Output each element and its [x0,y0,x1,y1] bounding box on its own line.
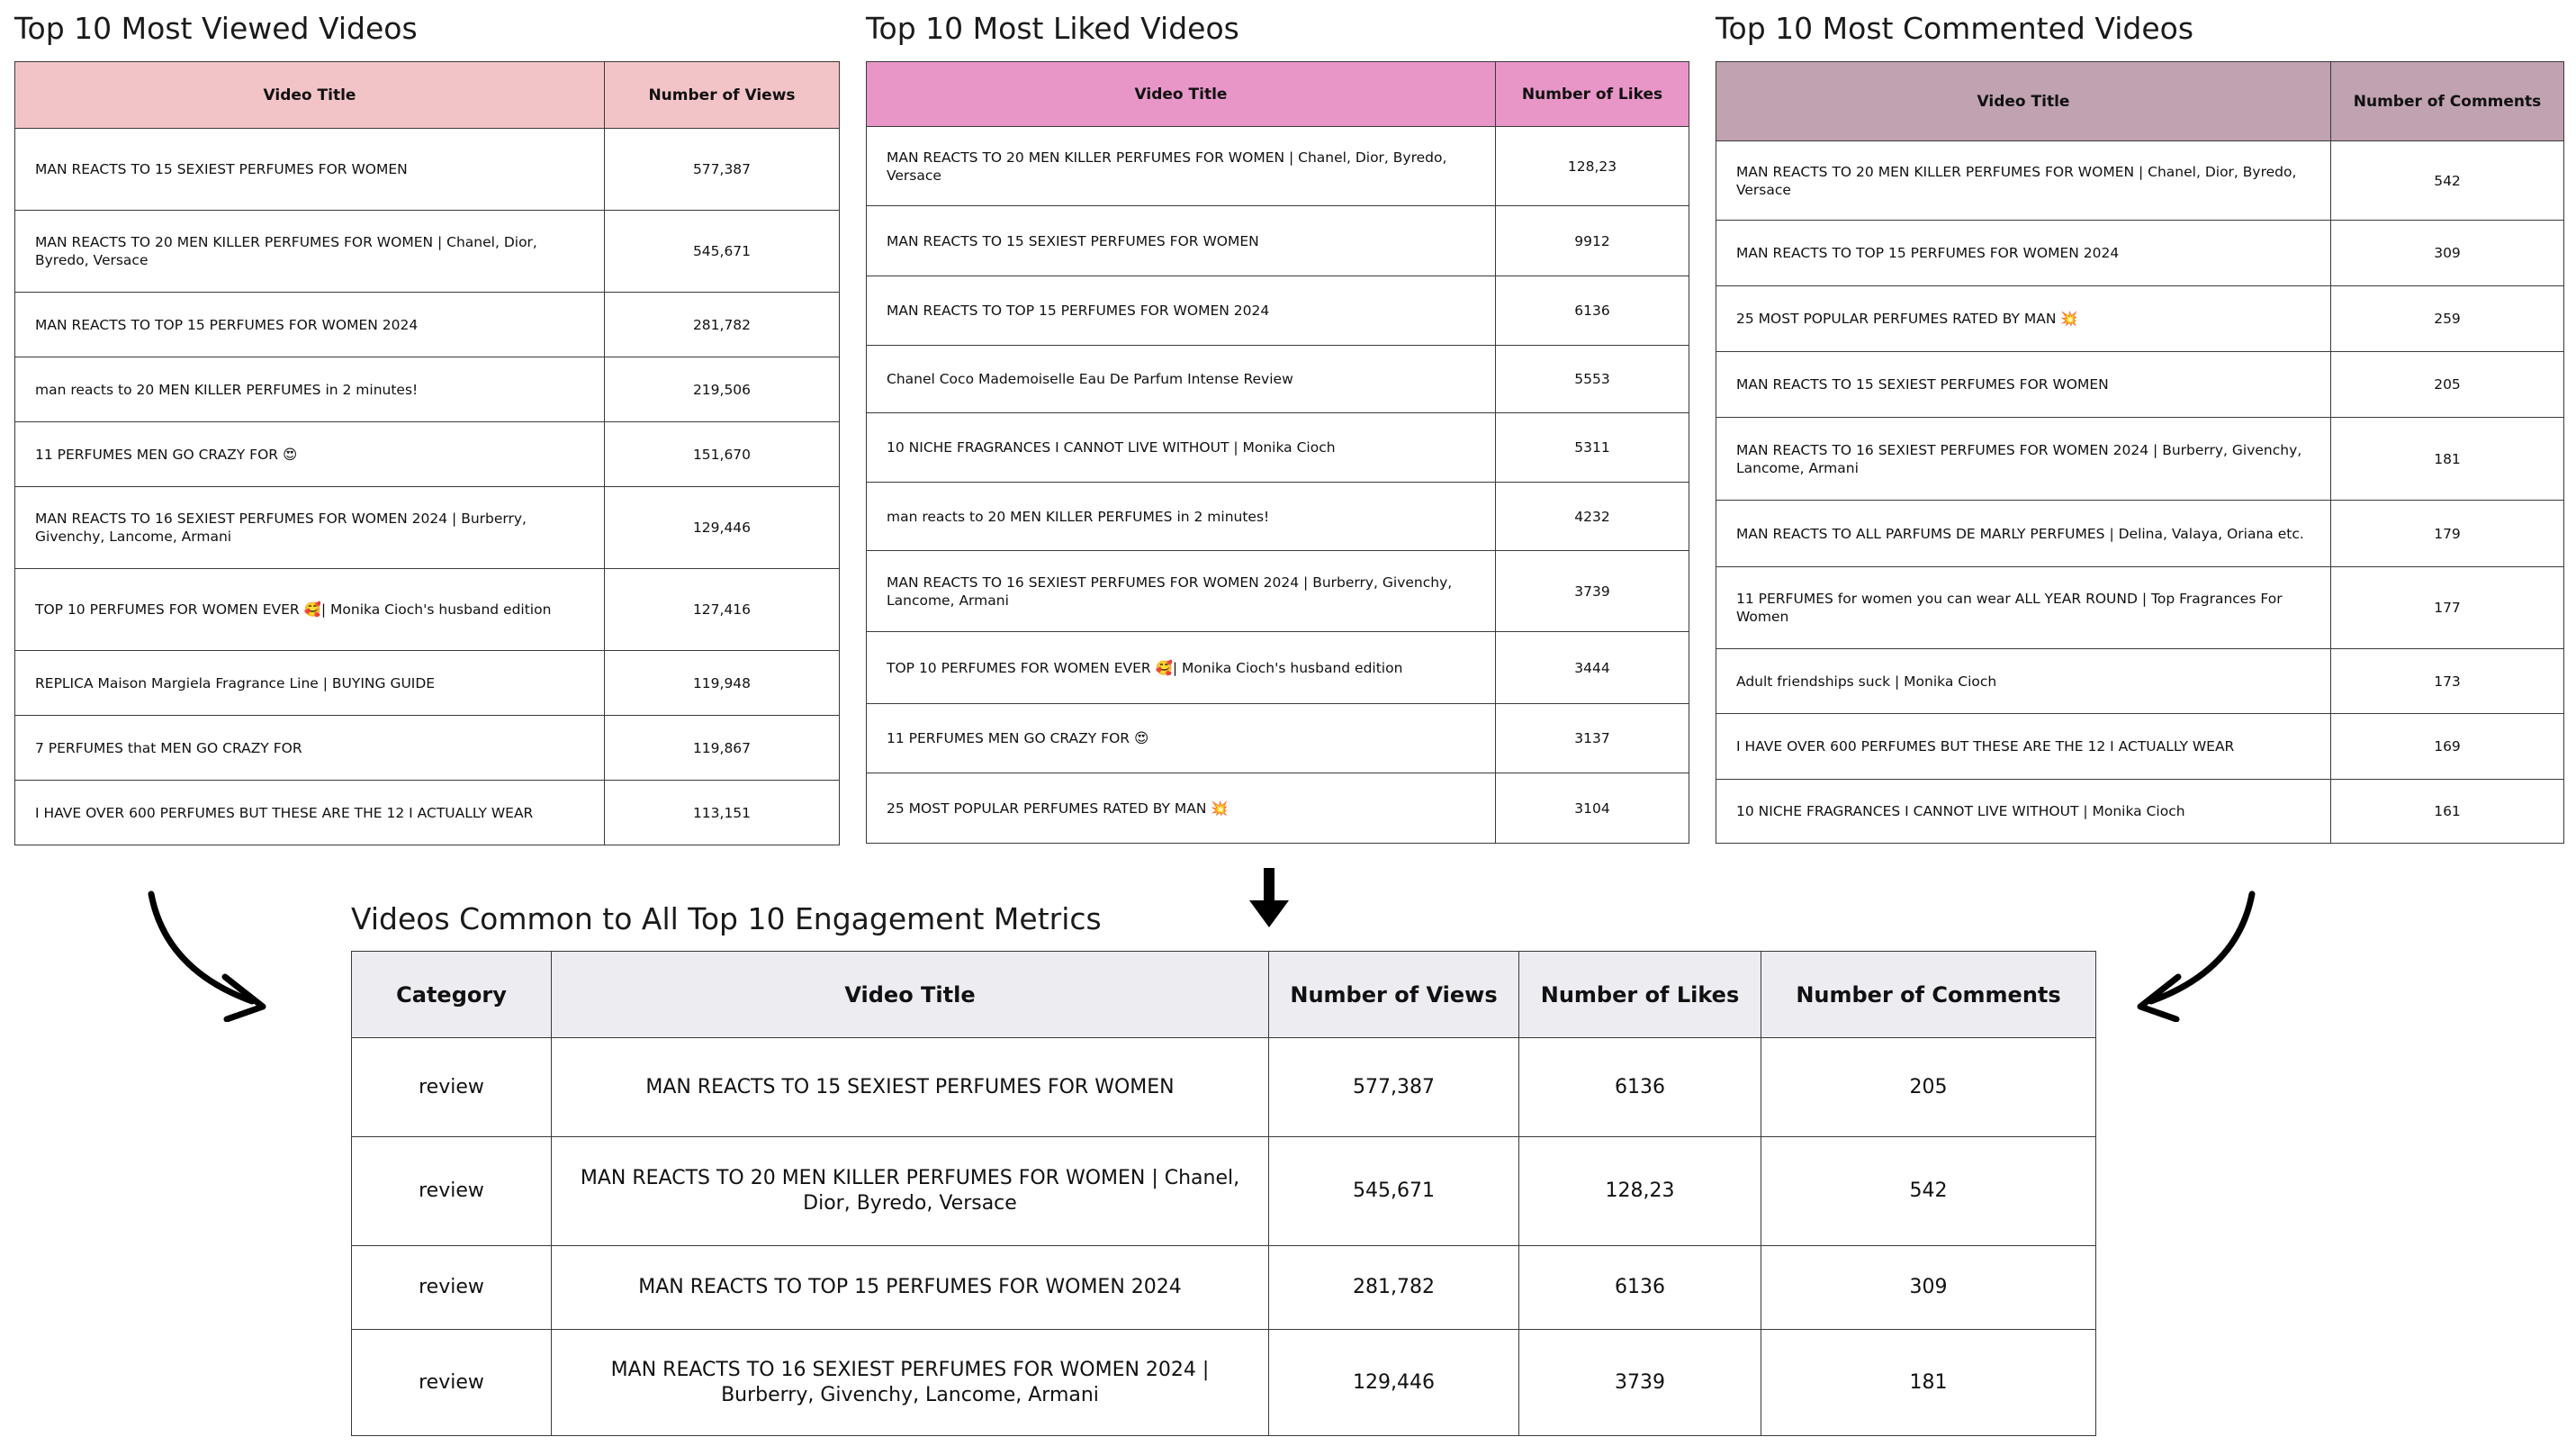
video-title-cell: man reacts to 20 MEN KILLER PERFUMES in 2 minutes! [15,357,605,422]
column-header-category: Category [352,952,552,1038]
comments-count-cell: 542 [2331,141,2564,221]
category-cell: review [352,1137,552,1246]
table-row [867,704,1689,773]
likes-count-cell: 9912 [1496,206,1689,276]
likes-table [866,61,1689,844]
video-title-cell: I HAVE OVER 600 PERFUMES BUT THESE ARE THE 12 I ACTUALLY WEAR [1716,714,2331,780]
comments-count-cell: 205 [1761,1038,2096,1137]
table-row [1716,649,2564,714]
comments-count-cell: 179 [2331,501,2564,567]
video-title-cell: 25 MOST POPULAR PERFUMES RATED BY MAN 💥 [1716,286,2331,352]
comments-count-cell: 259 [2331,286,2564,352]
video-title-cell: I HAVE OVER 600 PERFUMES BUT THESE ARE THE 12 I ACTUALLY WEAR [15,781,605,845]
video-title-cell: 11 PERFUMES for women you can wear ALL YEAR ROUND | Top Fragrances For Women [1716,567,2331,649]
category-cell: review [352,1246,552,1330]
views-count-cell: 129,446 [605,487,840,569]
views-count-cell: 281,782 [1269,1246,1519,1330]
comments-count-cell: 181 [2331,418,2564,501]
views-count-cell: 113,151 [605,781,840,845]
views-count-cell: 151,670 [605,422,840,487]
comments-count-cell: 177 [2331,567,2564,649]
video-title-cell: MAN REACTS TO 15 SEXIEST PERFUMES FOR WOMEN [552,1038,1269,1137]
table-row [15,422,840,487]
table-row [15,211,840,293]
views-count-cell: 577,387 [605,129,840,211]
table-row [15,716,840,781]
views-count-cell: 127,416 [605,569,840,651]
likes-count-cell: 128,23 [1496,127,1689,206]
video-title-cell: REPLICA Maison Margiela Fragrance Line | BUYING GUIDE [15,651,605,716]
table-row [1716,141,2564,221]
table-row [1716,286,2564,352]
likes-count-cell: 6136 [1519,1246,1761,1330]
table-row [1716,780,2564,844]
likes-count-cell: 6136 [1496,276,1689,346]
views-count-cell: 545,671 [605,211,840,293]
table-header-row [15,62,840,129]
comments-count-cell: 205 [2331,352,2564,418]
column-header-number-of-likes: Number of Likes [1496,62,1689,127]
video-title-cell: 11 PERFUMES MEN GO CRAZY FOR 😍 [15,422,605,487]
column-header-video-title: Video Title [1716,62,2331,141]
column-header-number-of-comments: Number of Comments [2331,62,2564,141]
table-row [867,773,1689,844]
video-title-cell: MAN REACTS TO 16 SEXIEST PERFUMES FOR WOMEN 2024 | Burberry, Givenchy, Lancome, Armani [867,551,1496,632]
table-row [867,632,1689,704]
curved-arrow-left-down-icon [2124,887,2268,1022]
column-header-video-title: Video Title [867,62,1496,127]
likes-count-cell: 128,23 [1519,1137,1761,1246]
common-section-title: Videos Common to All Top 10 Engagement Metrics [351,901,1102,936]
video-title-cell: MAN REACTS TO 20 MEN KILLER PERFUMES FOR WOMEN | Chanel, Dior, Byredo, Versace [15,211,605,293]
comments-count-cell: 542 [1761,1137,2096,1246]
video-title-cell: MAN REACTS TO 16 SEXIEST PERFUMES FOR WOMEN 2024 | Burberry, Givenchy, Lancome, Armani [1716,418,2331,501]
likes-count-cell: 4232 [1496,483,1689,551]
video-title-cell: 25 MOST POPULAR PERFUMES RATED BY MAN 💥 [867,773,1496,844]
video-title-cell: MAN REACTS TO 16 SEXIEST PERFUMES FOR WOMEN 2024 | Burberry, Givenchy, Lancome, Armani [15,487,605,569]
down-arrow-icon [1247,864,1292,936]
column-header-number-of-comments: Number of Comments [1761,952,2096,1038]
table-row [15,569,840,651]
table-row [1716,221,2564,286]
views-count-cell: 545,671 [1269,1137,1519,1246]
views-count-cell: 577,387 [1269,1038,1519,1137]
likes-count-cell: 3739 [1496,551,1689,632]
table-row [15,129,840,211]
video-title-cell: 7 PERFUMES that MEN GO CRAZY FOR [15,716,605,781]
comments-table [1716,61,2564,844]
table-row [1716,352,2564,418]
column-header-number-of-views: Number of Views [1269,952,1519,1038]
video-title-cell: MAN REACTS TO 20 MEN KILLER PERFUMES FOR WOMEN | Chanel, Dior, Byredo, Versace [552,1137,1269,1246]
table-row [352,1330,2096,1436]
video-title-cell: MAN REACTS TO 20 MEN KILLER PERFUMES FOR WOMEN | Chanel, Dior, Byredo, Versace [867,127,1496,206]
table-header-row [352,952,2096,1038]
likes-count-cell: 5311 [1496,413,1689,483]
comments-count-cell: 173 [2331,649,2564,714]
views-count-cell: 129,446 [1269,1330,1519,1436]
table-row [1716,567,2564,649]
category-cell: review [352,1330,552,1436]
video-title-cell: MAN REACTS TO 16 SEXIEST PERFUMES FOR WOMEN 2024 | Burberry, Givenchy, Lancome, Armani [552,1330,1269,1436]
table-row [1716,501,2564,567]
comments-count-cell: 309 [2331,221,2564,286]
video-title-cell: man reacts to 20 MEN KILLER PERFUMES in 2 minutes! [867,483,1496,551]
column-header-number-of-views: Number of Views [605,62,840,129]
table-row [352,1246,2096,1330]
table-row [867,206,1689,276]
video-title-cell: TOP 10 PERFUMES FOR WOMEN EVER 🥰| Monika Cioch's husband edition [15,569,605,651]
likes-count-cell: 6136 [1519,1038,1761,1137]
table-row [15,487,840,569]
views-table [14,61,840,845]
table-row [352,1038,2096,1137]
video-title-cell: 10 NICHE FRAGRANCES I CANNOT LIVE WITHOUT | Monika Cioch [1716,780,2331,844]
table-row [867,551,1689,632]
views-count-cell: 281,782 [605,293,840,357]
likes-count-cell: 5553 [1496,346,1689,413]
category-cell: review [352,1038,552,1137]
table-row [15,781,840,845]
video-title-cell: MAN REACTS TO 20 MEN KILLER PERFUMES FOR WOMEN | Chanel, Dior, Byredo, Versace [1716,141,2331,221]
video-title-cell: 11 PERFUMES MEN GO CRAZY FOR 😍 [867,704,1496,773]
comments-count-cell: 309 [1761,1246,2096,1330]
table-row [15,293,840,357]
table-row [867,483,1689,551]
column-header-video-title: Video Title [15,62,605,129]
views-count-cell: 119,867 [605,716,840,781]
video-title-cell: Adult friendships suck | Monika Cioch [1716,649,2331,714]
table-row [1716,714,2564,780]
comments-count-cell: 181 [1761,1330,2096,1436]
table-row [15,357,840,422]
video-title-cell: 10 NICHE FRAGRANCES I CANNOT LIVE WITHOUT | Monika Cioch [867,413,1496,483]
comments-count-cell: 161 [2331,780,2564,844]
video-title-cell: Chanel Coco Mademoiselle Eau De Parfum Intense Review [867,346,1496,413]
table-row [867,413,1689,483]
likes-count-cell: 3137 [1496,704,1689,773]
table-row [15,651,840,716]
comments-section-title: Top 10 Most Commented Videos [1716,11,2194,46]
views-section-title: Top 10 Most Viewed Videos [14,11,418,46]
table-row [352,1137,2096,1246]
video-title-cell: TOP 10 PERFUMES FOR WOMEN EVER 🥰| Monika Cioch's husband edition [867,632,1496,704]
table-header-row [1716,62,2564,141]
column-header-number-of-likes: Number of Likes [1519,952,1761,1038]
video-title-cell: MAN REACTS TO ALL PARFUMS DE MARLY PERFUMES | Delina, Valaya, Oriana etc. [1716,501,2331,567]
likes-count-cell: 3104 [1496,773,1689,844]
views-count-cell: 119,948 [605,651,840,716]
video-title-cell: MAN REACTS TO TOP 15 PERFUMES FOR WOMEN 2024 [867,276,1496,346]
video-title-cell: MAN REACTS TO TOP 15 PERFUMES FOR WOMEN 2024 [15,293,605,357]
views-count-cell: 219,506 [605,357,840,422]
comments-count-cell: 169 [2331,714,2564,780]
column-header-video-title: Video Title [552,952,1269,1038]
curved-arrow-right-down-icon [135,887,279,1022]
video-title-cell: MAN REACTS TO TOP 15 PERFUMES FOR WOMEN 2024 [1716,221,2331,286]
likes-count-cell: 3444 [1496,632,1689,704]
likes-count-cell: 3739 [1519,1330,1761,1436]
video-title-cell: MAN REACTS TO TOP 15 PERFUMES FOR WOMEN 2024 [552,1246,1269,1330]
video-title-cell: MAN REACTS TO 15 SEXIEST PERFUMES FOR WOMEN [15,129,605,211]
table-header-row [867,62,1689,127]
video-title-cell: MAN REACTS TO 15 SEXIEST PERFUMES FOR WOMEN [1716,352,2331,418]
table-row [867,346,1689,413]
video-title-cell: MAN REACTS TO 15 SEXIEST PERFUMES FOR WOMEN [867,206,1496,276]
likes-section-title: Top 10 Most Liked Videos [866,11,1239,46]
table-row [867,276,1689,346]
table-row [867,127,1689,206]
table-row [1716,418,2564,501]
common-videos-table [351,951,2096,1436]
